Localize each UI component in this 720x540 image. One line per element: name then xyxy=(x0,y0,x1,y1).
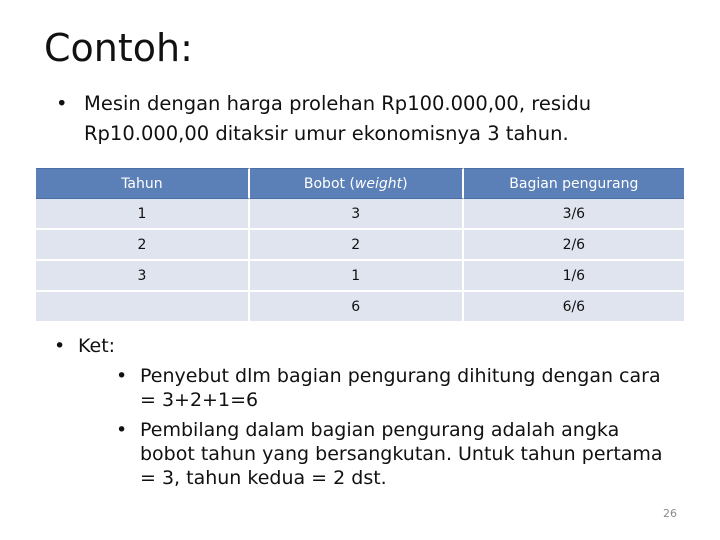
notes-heading-row xyxy=(54,334,694,358)
bullet-dot-icon: • xyxy=(54,335,66,357)
table-cell: 3 xyxy=(250,199,464,230)
note-item-text: Pembilang dalam bagian pengurang adalah angka bobot tahun yang bersangkutan. Untuk tahun pertama = 3, tahun kedua = 2 dst. xyxy=(140,419,663,489)
table-cell: 6 xyxy=(250,292,464,323)
note-item xyxy=(114,418,680,490)
note-item-text: Penyebut dlm bagian pengurang dihitung dengan cara = 3+2+1=6 xyxy=(140,365,661,411)
header-weight-prefix: Bobot ( xyxy=(303,175,355,192)
table-cell: 6/6 xyxy=(464,292,684,323)
bullet-dot-icon: • xyxy=(56,92,68,115)
table-cell: 2/6 xyxy=(464,230,684,261)
table-row xyxy=(36,261,684,292)
table-cell xyxy=(36,292,250,323)
table-cell: 2 xyxy=(36,230,250,261)
notes-section xyxy=(54,334,694,490)
bullet-dot-icon: • xyxy=(116,419,128,441)
bullet-dot-icon: • xyxy=(116,365,128,387)
note-item xyxy=(114,364,680,412)
table-row xyxy=(36,199,684,230)
intro-bullet-row xyxy=(54,89,694,149)
notes-heading: Ket: xyxy=(78,335,116,357)
header-weight-italic: weight xyxy=(354,175,403,192)
table-cell: 3 xyxy=(36,261,250,292)
table-cell: 2 xyxy=(250,230,464,261)
depreciation-table xyxy=(36,168,684,323)
table-cell: 3/6 xyxy=(464,199,684,230)
table-row xyxy=(36,292,684,323)
table-row xyxy=(36,230,684,261)
table-cell: 1/6 xyxy=(464,261,684,292)
header-fraction: Bagian pengurang xyxy=(464,168,684,199)
table-cell: 1 xyxy=(250,261,464,292)
page-number: 26 xyxy=(663,507,677,520)
intro-bullet xyxy=(54,89,694,149)
header-year: Tahun xyxy=(36,168,250,199)
table-cell: 1 xyxy=(36,199,250,230)
slide-title: Contoh: xyxy=(44,26,193,70)
header-weight xyxy=(250,168,464,199)
table-header-row xyxy=(36,168,684,199)
header-weight-suffix: ) xyxy=(402,175,408,192)
intro-bullet-text: Mesin dengan harga prolehan Rp100.000,00, residu Rp10.000,00 ditaksir umur ekonomisnya 3 tahun. xyxy=(84,92,592,145)
